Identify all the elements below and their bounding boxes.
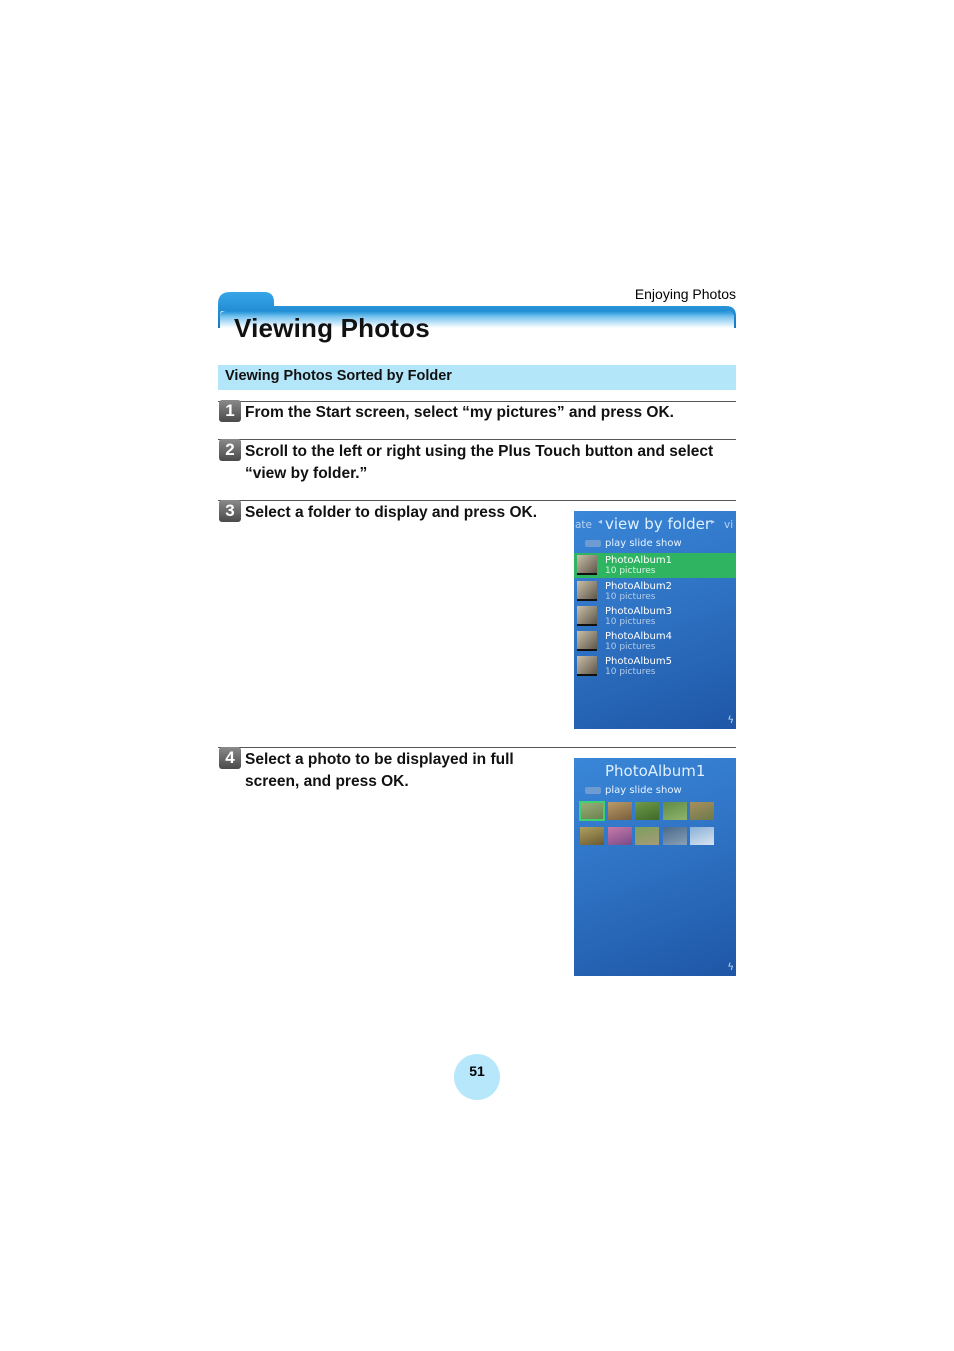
view-by-folder-screen: ate ◂ view by folder ▸ vi play slide show PhotoAlbum1 10 pictures PhotoAlbum2 10 pictures PhotoAlbum3 10 pictures PhotoAlbum4 10 pictures PhotoAlbum5 10 pictures pictures ϟ <box>574 511 736 729</box>
folder-item-photoalbum1[interactable] <box>574 553 736 578</box>
folder-item-photoalbum2[interactable] <box>574 579 736 604</box>
subsection-heading: Viewing Photos Sorted by Folder <box>218 365 736 390</box>
folder-name: PhotoAlbum1 <box>605 555 672 566</box>
step-4-line-1: Select a photo to be displayed in full <box>245 751 514 768</box>
play-slide-show-label: play slide show <box>605 538 682 549</box>
step-1-text <box>245 402 674 424</box>
play-slide-show-item[interactable] <box>585 785 682 796</box>
screen-title: view by folder <box>605 515 712 533</box>
arrow-left-icon: ◂ <box>598 517 603 526</box>
step-number-1: 1 <box>219 400 241 422</box>
photo-thumbnail[interactable] <box>580 802 604 820</box>
battery-icon: ϟ <box>727 715 734 726</box>
step-2-text <box>245 441 713 485</box>
photo-thumbnail[interactable] <box>690 802 714 820</box>
photo-thumbnail[interactable] <box>663 802 687 820</box>
folder-name: PhotoAlbum2 <box>605 581 672 592</box>
folder-thumbnail <box>577 656 597 676</box>
step-divider <box>218 439 736 440</box>
section-label: Enjoying Photos <box>634 286 736 302</box>
folder-name: PhotoAlbum3 <box>605 606 672 617</box>
step-2-line-2: “view by folder.” <box>245 465 368 482</box>
arrow-right-icon: ▸ <box>711 517 716 526</box>
folder-item-photoalbum5[interactable] <box>574 654 736 679</box>
folder-item-photoalbum3[interactable] <box>574 604 736 629</box>
album-title: PhotoAlbum1 <box>605 762 706 780</box>
play-icon <box>585 540 601 547</box>
photo-thumbnail[interactable] <box>690 827 714 845</box>
folder-count: 10 pictures <box>605 642 656 652</box>
step-3-line-1: Select a folder to display and press OK. <box>245 504 538 521</box>
photo-thumbnail[interactable] <box>663 827 687 845</box>
photo-thumbnail[interactable] <box>635 802 659 820</box>
step-number-3: 3 <box>219 500 241 522</box>
folder-thumbnail <box>577 631 597 651</box>
photo-thumbnail[interactable] <box>608 802 632 820</box>
play-slide-show-item[interactable] <box>585 538 682 549</box>
step-3-text <box>245 502 537 524</box>
play-icon <box>585 787 601 794</box>
photo-thumbnail[interactable] <box>580 827 604 845</box>
step-4-line-2: screen, and press OK. <box>245 773 409 790</box>
folder-count: 10 pictures <box>605 667 656 677</box>
play-slide-show-label: play slide show <box>605 785 682 796</box>
folder-thumbnail <box>577 555 597 575</box>
folder-count: 10 pictures <box>605 592 656 602</box>
step-number-4: 4 <box>219 747 241 769</box>
folder-name: PhotoAlbum4 <box>605 631 672 642</box>
step-1-line-1: From the Start screen, select “my pictures” and press OK. <box>245 404 674 421</box>
battery-icon: ϟ <box>727 962 734 973</box>
page-number: 51 <box>454 1054 500 1100</box>
step-number-2: 2 <box>219 439 241 461</box>
step-divider <box>218 500 736 501</box>
photo-thumbnail[interactable] <box>635 827 659 845</box>
folder-count: 10 pictures <box>605 617 656 627</box>
folder-name: PhotoAlbum5 <box>605 656 672 667</box>
page-title: Viewing Photos <box>234 313 430 343</box>
step-4-text <box>245 749 514 793</box>
folder-item-photoalbum4[interactable] <box>574 629 736 654</box>
photo-thumbnail[interactable] <box>608 827 632 845</box>
folder-thumbnail <box>577 581 597 601</box>
step-divider <box>218 747 736 748</box>
folder-thumbnail <box>577 606 597 626</box>
prev-tab-label: ate <box>575 519 593 531</box>
step-2-line-1: Scroll to the left or right using the Plus Touch button and select <box>245 443 714 460</box>
next-tab-label: vi <box>724 519 734 531</box>
photo-album-screen: PhotoAlbum1 play slide show pictures ϟ <box>574 758 736 976</box>
folder-count: 10 pictures <box>605 566 656 576</box>
